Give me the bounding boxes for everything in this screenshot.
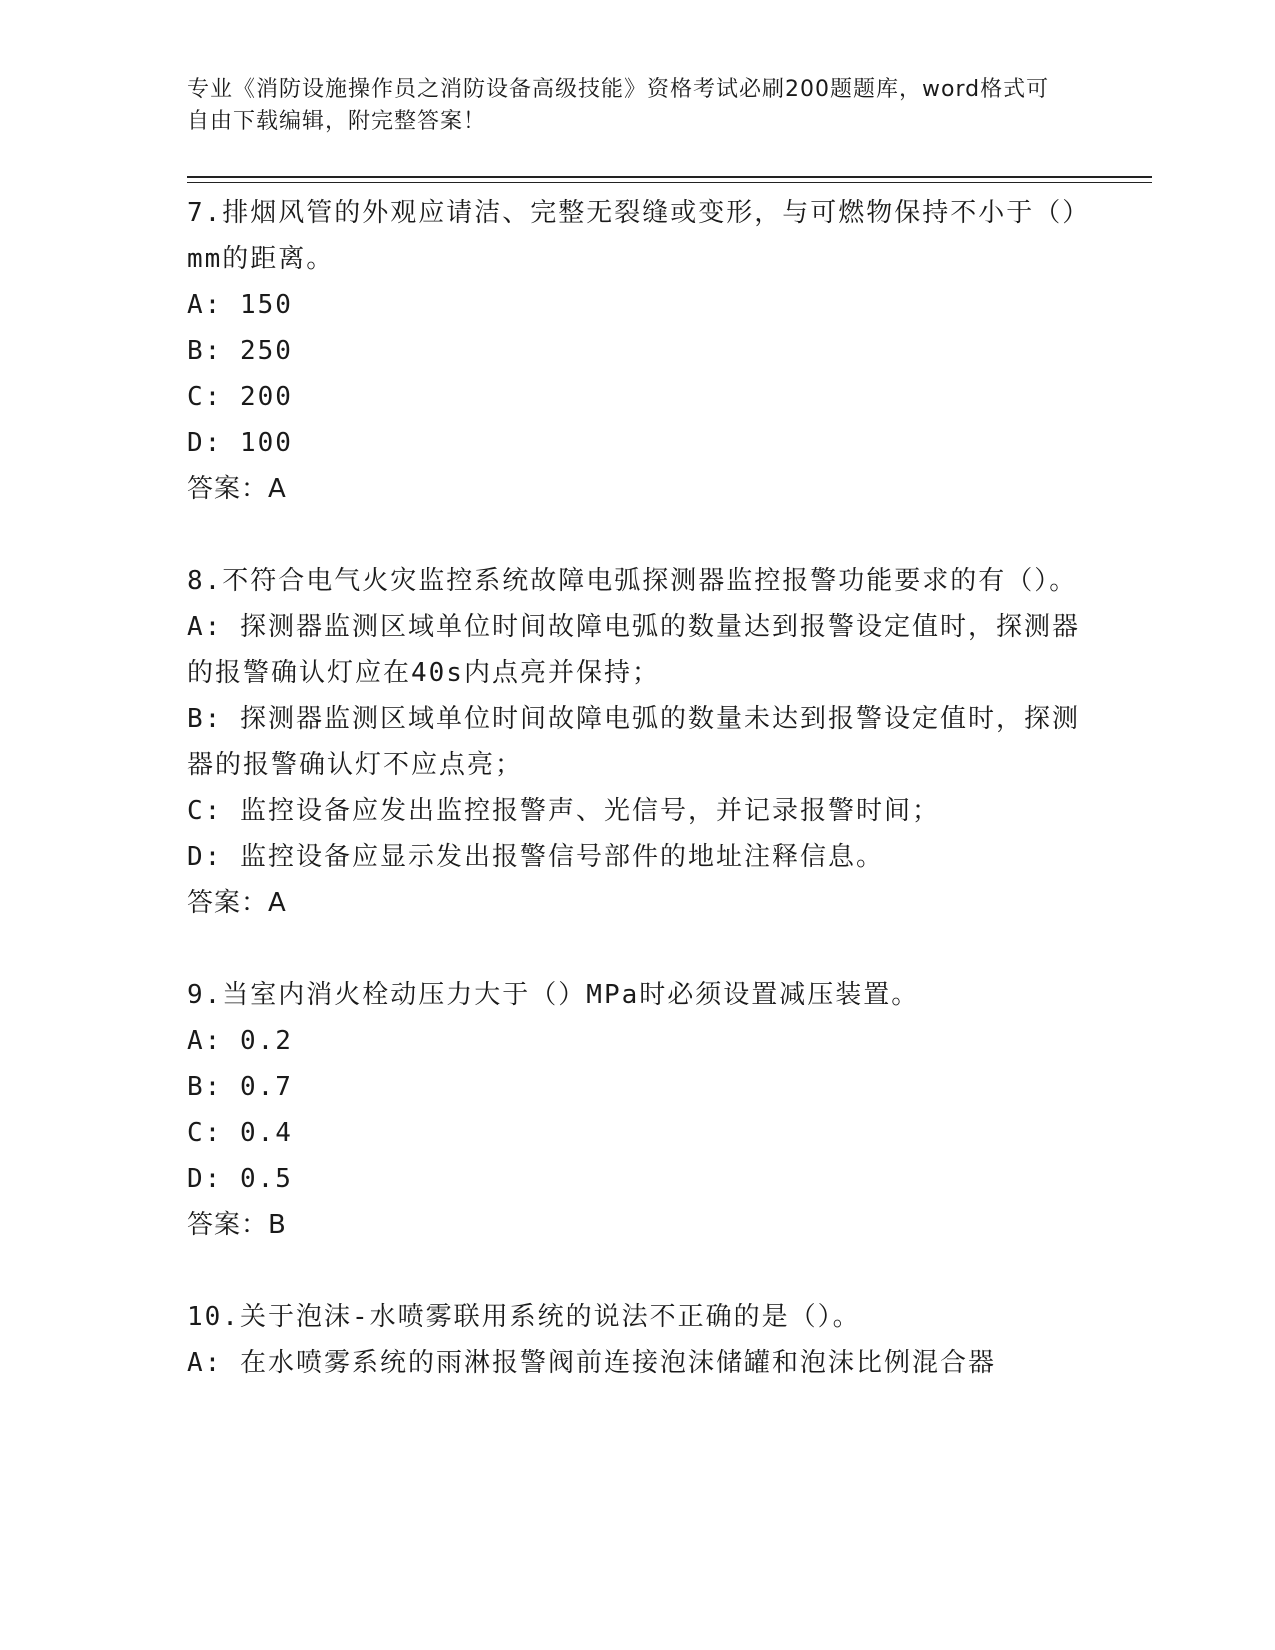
option-a: A: 在水喷雾系统的雨淋报警阀前连接泡沫储罐和泡沫比例混合器	[187, 1348, 996, 1378]
question-7	[187, 190, 1087, 512]
option-a: A: 探测器监测区域单位时间故障电弧的数量达到报警设定值时，探测器的报警确认灯应在40s内点亮并保持；	[187, 612, 1080, 688]
spacer	[187, 512, 1087, 558]
spacer	[187, 926, 1087, 972]
question-9	[187, 972, 1087, 1248]
question-stem: 8.不符合电气火灾监控系统故障电弧探测器监控报警功能要求的有（）。	[187, 566, 1078, 596]
question-stem: 10.关于泡沫-水喷雾联用系统的说法不正确的是（）。	[187, 1302, 861, 1332]
document-header: 专业《消防设施操作员之消防设备高级技能》资格考试必刷200题题库，word格式可自由下载编辑，附完整答案！	[187, 77, 1050, 134]
question-10	[187, 1294, 1087, 1386]
option-c: C: 0.4	[187, 1118, 293, 1148]
spacer	[187, 1248, 1087, 1294]
option-a: A: 0.2	[187, 1026, 293, 1056]
option-d: D: 100	[187, 428, 293, 458]
question-list	[187, 190, 1087, 1386]
option-b: B: 探测器监测区域单位时间故障电弧的数量未达到报警设定值时，探测器的报警确认灯不应点亮；	[187, 704, 1080, 780]
question-stem: 9.当室内消火栓动压力大于（）MPa时必须设置减压装置。	[187, 980, 920, 1010]
header-divider-thin	[187, 182, 1152, 183]
option-a: A: 150	[187, 290, 293, 320]
option-d: D: 监控设备应显示发出报警信号部件的地址注释信息。	[187, 842, 884, 872]
option-c: C: 200	[187, 382, 293, 412]
answer-label: 答案：B	[187, 1210, 287, 1240]
question-stem: 7.排烟风管的外观应请洁、完整无裂缝或变形，与可燃物保持不小于（）mm的距离。	[187, 198, 1078, 274]
answer-label: 答案：A	[187, 474, 287, 504]
option-b: B: 250	[187, 336, 293, 366]
option-b: B: 0.7	[187, 1072, 293, 1102]
question-8	[187, 558, 1087, 926]
header-divider	[187, 176, 1152, 178]
option-c: C: 监控设备应发出监控报警声、光信号，并记录报警时间；	[187, 796, 940, 826]
answer-label: 答案：A	[187, 888, 287, 918]
option-d: D: 0.5	[187, 1164, 293, 1194]
